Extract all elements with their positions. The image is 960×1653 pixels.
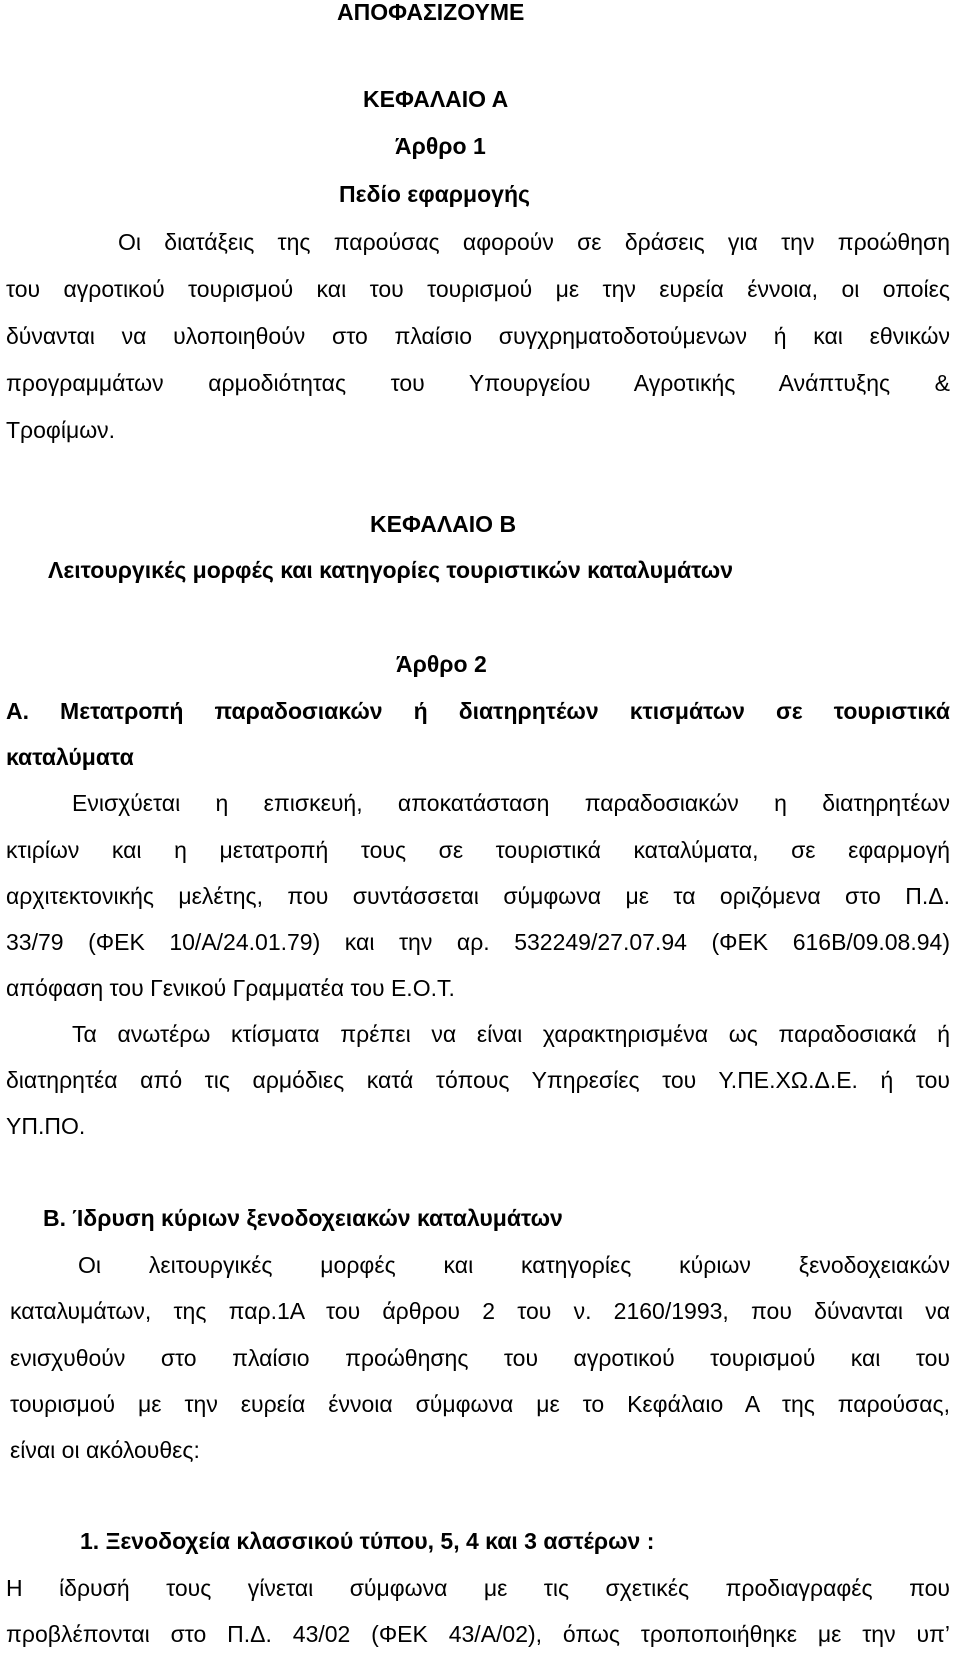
article-1-title: Άρθρο 1 xyxy=(395,133,486,159)
paragraph-line: αρχιτεκτονικής μελέτης, που συντάσσεται σύμφωνα με τα οριζόμενα στο Π.Δ. xyxy=(6,883,950,909)
paragraph-line: ενισχυθούν στο πλαίσιο προώθησης του αγροτικού τουρισμού και του xyxy=(10,1345,950,1371)
paragraph-line: Τα ανωτέρω κτίσματα πρέπει να είναι χαρακτηρισμένα ως παραδοσιακά ή xyxy=(72,1021,950,1047)
paragraph-line: Τροφίμων. xyxy=(6,417,116,443)
item-1-title: 1. Ξενοδοχεία κλασσικού τύπου, 5, 4 και 3 αστέρων : xyxy=(80,1528,655,1554)
paragraph-line: του αγροτικού τουρισμού και του τουρισμού με την ευρεία έννοια, οι οποίες xyxy=(6,276,950,302)
paragraph-line: Οι διατάξεις της παρούσας αφορούν σε δράσεις για την προώθηση xyxy=(118,229,950,255)
paragraph-line: Η ίδρυσή τους γίνεται σύμφωνα με τις σχετικές προδιαγραφές που xyxy=(6,1575,950,1601)
paragraph-line: 33/79 (ΦΕΚ 10/Α/24.01.79) και την αρ. 532249/27.07.94 (ΦΕΚ 616Β/09.08.94) xyxy=(6,929,950,955)
paragraph-line: δύνανται να υλοποιηθούν στο πλαίσιο συγχρηματοδοτούμενων ή και εθνικών xyxy=(6,323,950,349)
paragraph-line: διατηρητέα από τις αρμόδιες κατά τόπους Υπηρεσίες του Υ.ΠΕ.ΧΩ.Δ.Ε. ή του xyxy=(6,1067,950,1093)
paragraph-line: προβλέπονται στο Π.Δ. 43/02 (ΦΕΚ 43/Α/02), όπως τροποποιήθηκε με την υπ’ xyxy=(6,1621,950,1647)
article-2-title: Άρθρο 2 xyxy=(396,651,487,677)
paragraph-line: είναι οι ακόλουθες: xyxy=(10,1437,200,1463)
paragraph-line: ΥΠ.ΠΟ. xyxy=(6,1113,86,1139)
chapter-b-title: ΚΕΦΑΛΑΙΟ Β xyxy=(370,511,517,537)
paragraph-line: απόφαση του Γενικού Γραμματέα του Ε.Ο.Τ. xyxy=(6,975,455,1001)
chapter-a-title: ΚΕΦΑΛΑΙΟ Α xyxy=(363,86,509,112)
paragraph-line: τουρισμού με την ευρεία έννοια σύμφωνα με το Κεφάλαιο Α της παρούσας, xyxy=(10,1391,950,1417)
chapter-b-subtitle: Λειτουργικές μορφές και κατηγορίες τουριστικών καταλυμάτων xyxy=(48,557,734,583)
paragraph-line: Ενισχύεται η επισκευή, αποκατάσταση παραδοσιακών η διατηρητέων xyxy=(72,790,950,816)
section-a-title-cont: καταλύματα xyxy=(6,744,134,770)
paragraph-line: προγραμμάτων αρμοδιότητας του Υπουργείου Αγροτικής Ανάπτυξης & xyxy=(6,370,950,396)
section-b-title: Β. Ίδρυση κύριων ξενοδοχειακών καταλυμάτων xyxy=(43,1205,563,1231)
paragraph-line: Οι λειτουργικές μορφές και κατηγορίες κύριων ξενοδοχειακών xyxy=(78,1252,950,1278)
article-1-subtitle: Πεδίο εφαρμογής xyxy=(339,181,530,207)
paragraph-line: καταλυμάτων, της παρ.1Α του άρθρου 2 του ν. 2160/1993, που δύνανται να xyxy=(10,1298,950,1324)
section-a-title: Α. Μετατροπή παραδοσιακών ή διατηρητέων κτισμάτων σε τουριστικά xyxy=(6,698,950,724)
decision-heading: ΑΠΟΦΑΣΙΖΟΥΜΕ xyxy=(337,0,525,25)
paragraph-line: κτιρίων και η μετατροπή τους σε τουριστικά καταλύματα, σε εφαρμογή xyxy=(6,837,950,863)
